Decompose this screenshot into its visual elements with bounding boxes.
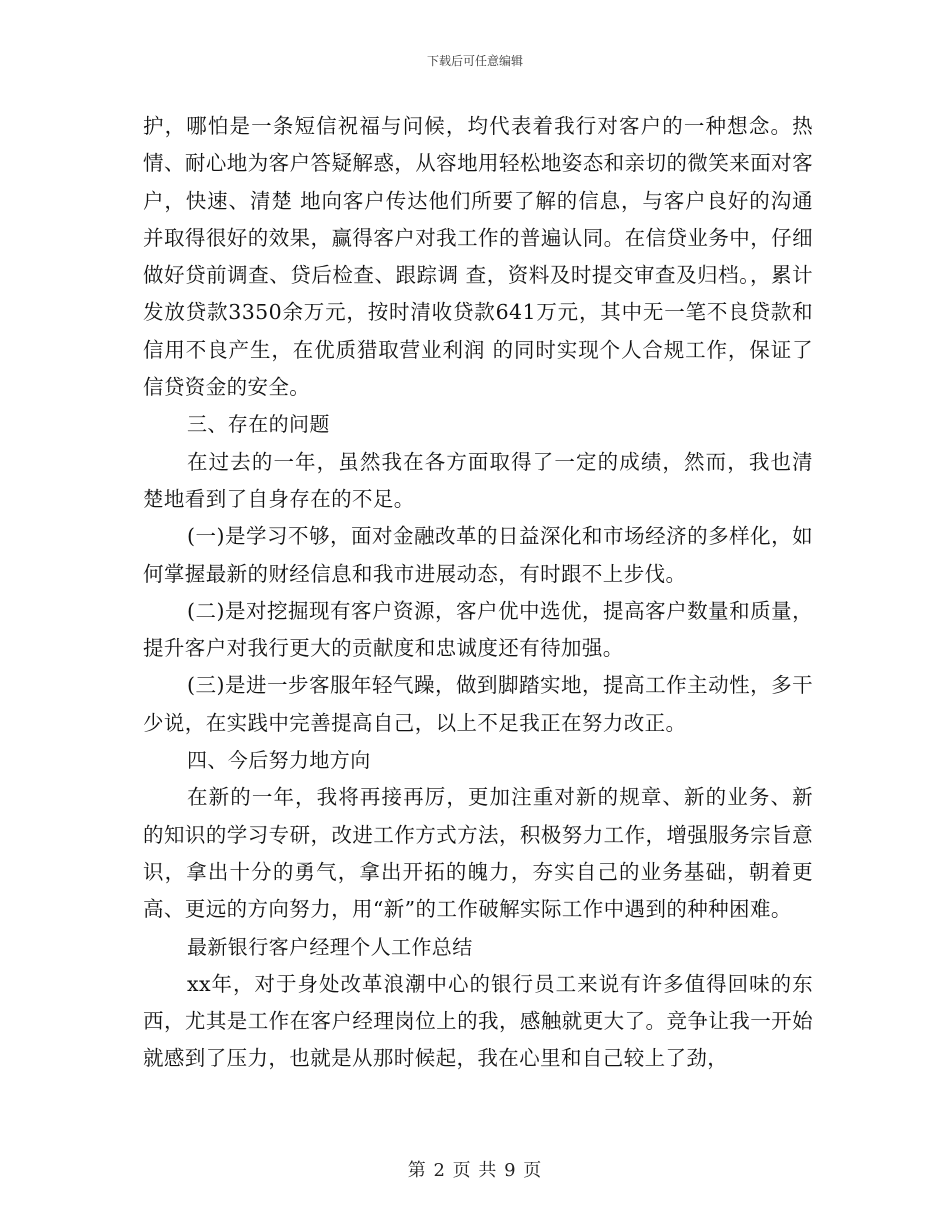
- section-heading-future: 四、今后努力地方向: [187, 748, 371, 773]
- paragraph-continued: 护，哪怕是一条短信祝福与问候，均代表着我行对客户的一种想念。热情、耐心地为客户答疑解惑，从容地用轻松地姿态和亲切的微笑来面对客户，快速、清楚 地向客户传达他们所要了解的信息，与客户良好的沟通并取得很好的效果，赢得客户对我工作的普遍认同。在信贷业务中，仔细做好贷前调查、贷后检查、跟踪调 查，资料及时提交审查及归档。，累计发放贷款3350余万元，按时清收贷款641万元，其中无一笔不良贷款和信用不良产生，在优质猎取营业利润 的同时实现个人合规工作，保证了信贷资金的安全。: [143, 114, 813, 400]
- page-header-note: 下载后可任意编辑: [426, 54, 523, 68]
- paragraph-future-plan: 在新的一年，我将再接再厉，更加注重对新的规章、新的业务、新的知识的学习专研，改进工作方式方法，积极努力工作，增强服务宗旨意识，拿出十分的勇气，拿出开拓的魄力，夯实自己的业务基础，朝着更高、更远的方向努力，用“新”的工作破解实际工作中遇到的种种困难。: [143, 785, 813, 922]
- paragraph-article-start: xx年，对于身处改革浪潮中心的银行员工来说有许多值得回味的东西，尤其是工作在客户经理岗位上的我，感触就更大了。竞争让我一开始就感到了压力，也就是从那时候起，我在心里和自己较上了劲，: [143, 971, 813, 1071]
- paragraph-intro-shortcomings: 在过去的一年，虽然我在各方面取得了一定的成绩，然而，我也清楚地看到了自身存在的不足。: [143, 449, 813, 511]
- page-number: 第 2 页 共 9 页: [407, 1160, 543, 1181]
- article-title: 最新银行客户经理个人工作总结: [187, 934, 473, 959]
- section-heading-problems: 三、存在的问题: [187, 412, 330, 437]
- paragraph-shortcoming-2: (二)是对挖掘现有客户资源，客户优中选优，提高客户数量和质量，提升客户对我行更大的贡献度和忠诚度还有待加强。: [143, 598, 813, 661]
- paragraph-shortcoming-1: (一)是学习不够，面对金融改革的日益深化和市场经济的多样化，如何掌握最新的财经信息和我市进展动态，有时跟不上步伐。: [143, 524, 813, 586]
- paragraph-shortcoming-3: (三)是进一步客服年轻气躁，做到脚踏实地，提高工作主动性，多干少说，在实践中完善提高自己，以上不足我正在努力改正。: [143, 673, 813, 735]
- document-body: [143, 108, 813, 1078]
